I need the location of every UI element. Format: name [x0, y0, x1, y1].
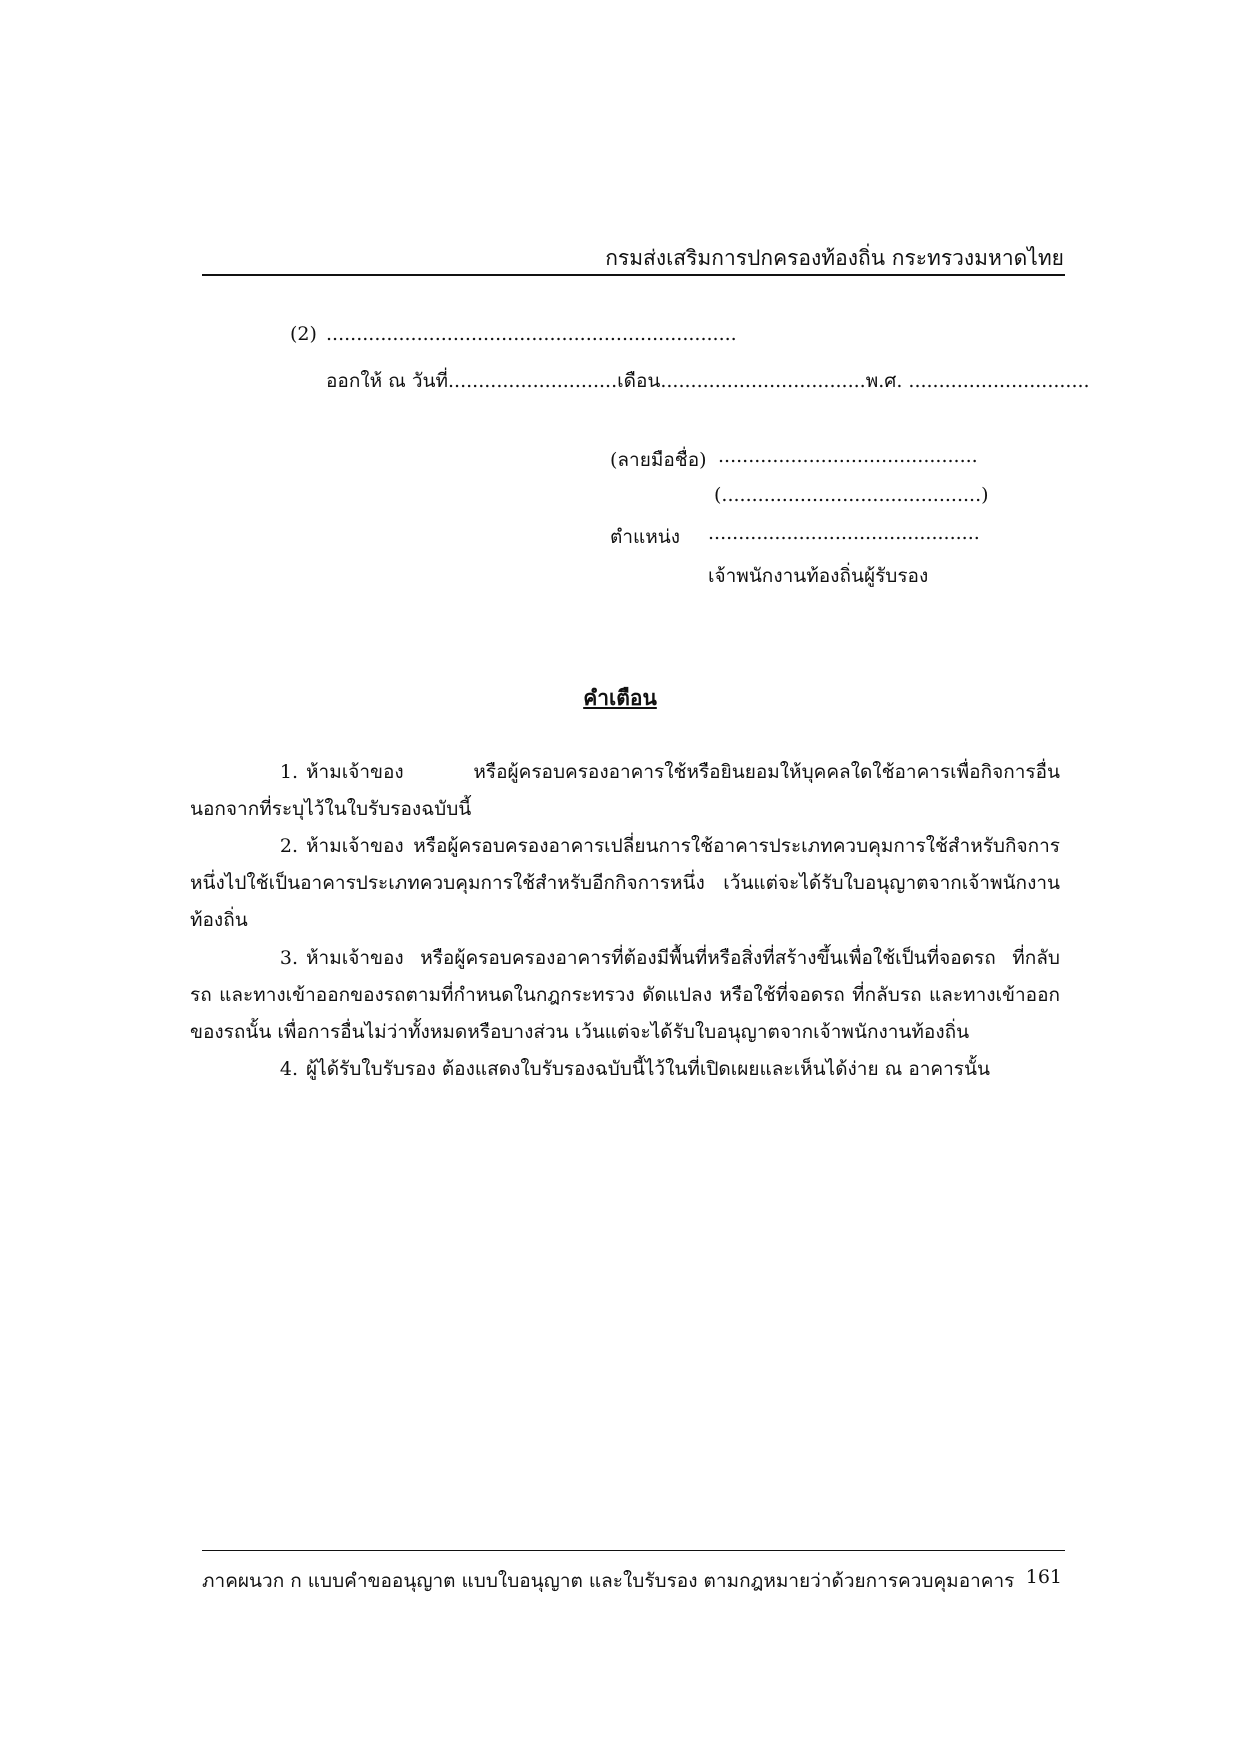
warning-item-text: ห้ามเจ้าของ หรือผู้ครอบครองอาคารเปลี่ยนการใช้อาคารประเภทควบคุมการใช้สำหรับกิจการหนึ่งไปใช้เป็นอาคารประเภทควบคุมการใช้สำหรับอีกกิจการหนึ่ง เว้นแต่จะได้รับใบอนุญาตจากเจ้าพนักงานท้องถิ่น — [190, 835, 1060, 931]
warning-item-number: 2. — [279, 835, 298, 857]
issued-date-line: ออกให้ ณ วันที่............................เดือน..................................พ.ศ. .............................. — [326, 370, 1090, 392]
certifier-title: เจ้าพนักงานท้องถิ่นผู้รับรอง — [708, 565, 929, 587]
warning-item-text: ห้ามเจ้าของ หรือผู้ครอบครองอาคารที่ต้องมีพื้นที่หรือสิ่งที่สร้างขึ้นเพื่อใช้เป็นที่จอดรถ ที่กลับรถ และทางเข้าออกของรถตามที่กำหนดในกฎกระทรวง ดัดแปลง หรือใช้ที่จอดรถ ที่กลับรถ และทางเข้าออกของรถนั้น เพื่อการอื่นไม่ว่าทั้งหมดหรือบางส่วน เว้นแต่จะได้รับใบอนุญาตจากเจ้าพนักงานท้องถิ่น — [190, 947, 1060, 1043]
warning-item-4 — [190, 1051, 1060, 1088]
name-parentheses: (...........................................) — [714, 484, 989, 506]
signature-label: (ลายมือชื่อ) — [610, 449, 707, 471]
header-rule — [202, 274, 1065, 276]
position-label: ตำแหน่ง — [610, 526, 681, 548]
warning-item-2 — [190, 828, 1060, 939]
warning-item-text: ผู้ได้รับใบรับรอง ต้องแสดงใบรับรองฉบับนี้ไว้ในที่เปิดเผยและเห็นได้ง่าย ณ อาคารนั้น — [306, 1058, 990, 1080]
warning-item-text: ห้ามเจ้าของ หรือผู้ครอบครองอาคารใช้หรือยินยอมให้บุคคลใดใช้อาคารเพื่อกิจการอื่น นอกจากที่ระบุไว้ในใบรับรองฉบับนี้ — [190, 761, 1060, 820]
page-header: กรมส่งเสริมการปกครองท้องถิ่น กระทรวงมหาดไทย — [605, 246, 1064, 270]
warning-item-number: 1. — [279, 761, 298, 783]
warning-item-1 — [190, 754, 1060, 828]
footer-rule — [202, 1550, 1065, 1551]
warning-item-number: 4. — [279, 1058, 298, 1080]
warning-title: คำเตือน — [583, 685, 657, 710]
warning-item-3 — [190, 940, 1060, 1051]
item-number: (2) — [290, 323, 317, 345]
page-footer: ภาคผนวก ก แบบคำขออนุญาต แบบใบอนุญาต และใบรับรอง ตามกฎหมายว่าด้วยการควบคุมอาคาร — [202, 1570, 1015, 1592]
signature-blank: ........................................... — [718, 445, 978, 467]
position-blank: ............................................. — [708, 522, 980, 544]
warning-item-number: 3. — [279, 947, 298, 969]
item-blank: .................................................................... — [326, 323, 737, 345]
page-number: 161 — [1025, 1566, 1062, 1588]
